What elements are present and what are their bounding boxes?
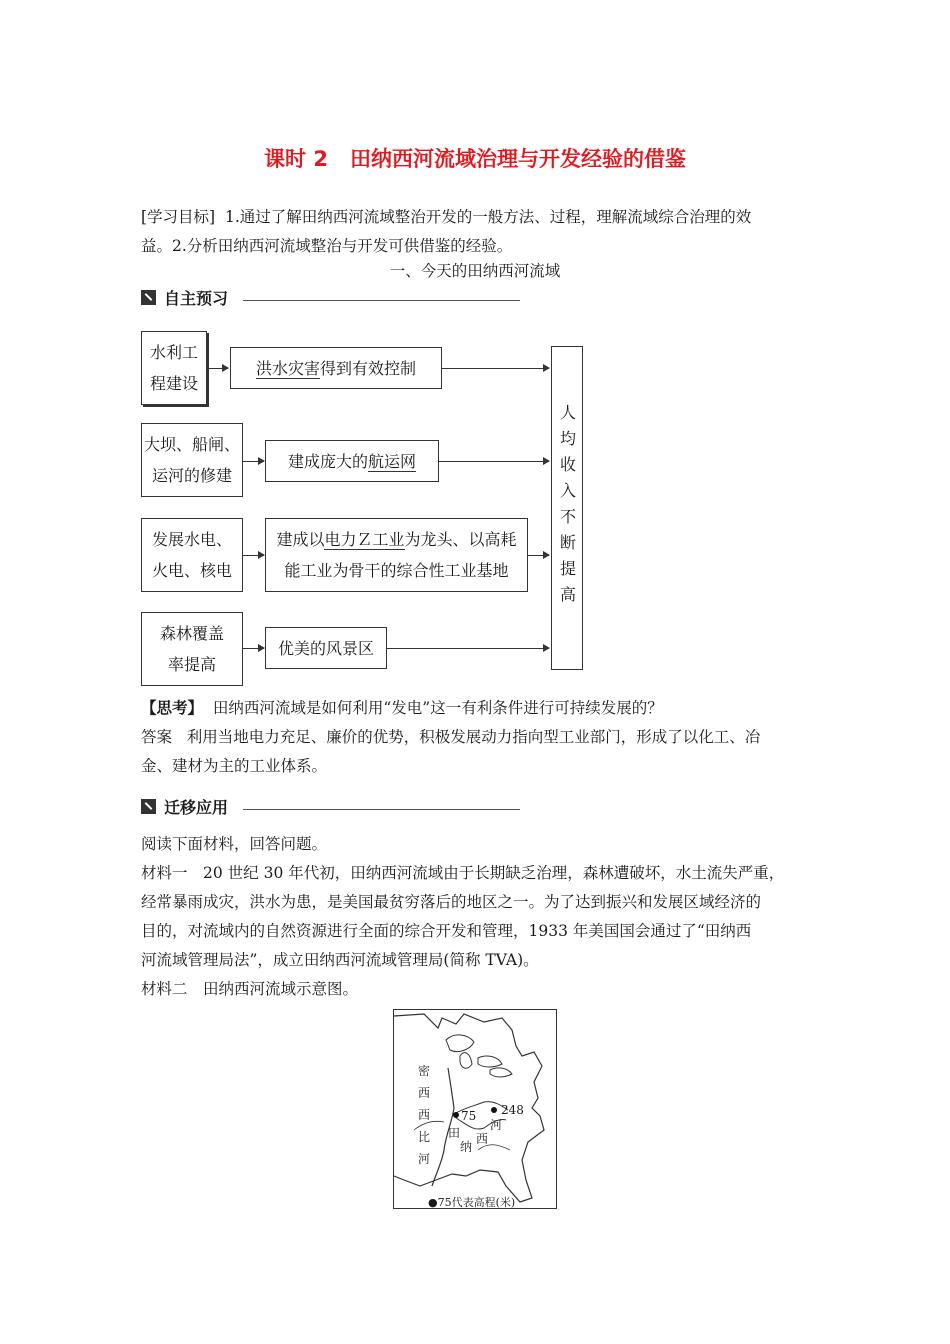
material-two: 材料二 田纳西河流域示意图。 [141, 980, 359, 998]
preview-header [141, 285, 541, 309]
arrow-4a [243, 648, 264, 649]
preview-header-label: 自主预习 [164, 288, 229, 308]
flow-left-4 [141, 612, 243, 686]
header-rule [243, 809, 520, 810]
flow-mid-3-rest: 为龙头、以高耗 [404, 530, 517, 549]
flow-mid-3 [265, 518, 528, 592]
elevation-248: 248 [501, 1103, 524, 1117]
flow-left-2-line2: 运河的修建 [151, 466, 232, 485]
tennessee-map [393, 1009, 557, 1209]
answer-line1: 利用当地电力充足、廉价的优势，积极发展动力指向型工业部门，形成了以化工、冶 [186, 728, 761, 746]
flow-left-2-line1: 大坝、船闸、 [143, 435, 240, 454]
apply-header [141, 794, 541, 818]
lesson-number: 课时 2 [264, 147, 328, 171]
map-legend: ●75代表高程(米) [428, 1196, 516, 1209]
flow-left-3 [141, 518, 243, 592]
flow-mid-1-key: 洪水灾害 [255, 358, 320, 378]
arrow-1b [442, 368, 549, 369]
flow-mid-3-key: 电力Ｚ工业 [324, 530, 405, 549]
arrow-2b [439, 461, 549, 462]
point-248 [491, 1107, 497, 1113]
reading-intro: 阅读下面材料，回答问题。 [141, 835, 328, 853]
arrow-4b [387, 648, 549, 649]
flow-mid-2-pre: 建成庞大的 [287, 451, 368, 471]
flow-mid-3-pre: 建成以 [276, 530, 325, 549]
section-one-title: 一、今天的田纳西河流域 [389, 262, 561, 280]
tennessee-char-1: 田 [448, 1126, 461, 1140]
section-icon [141, 290, 156, 305]
arrow-2a [243, 461, 264, 462]
reading-material [141, 830, 831, 1004]
flow-left-4-line2: 率提高 [167, 655, 216, 674]
objectives-label: [学习目标] [141, 208, 216, 226]
objectives-line1: 1.通过了解田纳西河流域整治开发的一般方法、过程，理解流域综合治理的效 [224, 208, 752, 226]
flow-result-text: 人均收入不断提高 [557, 404, 577, 612]
arrow-3a [243, 555, 264, 556]
flow-result [551, 346, 583, 670]
material-one-line3: 目的，对流域内的自然资源进行全面的综合开发和管理，1933 年美国国会通过了“田纳西 [141, 922, 752, 940]
flow-mid-4-text: 优美的风景区 [277, 638, 374, 658]
arrow-3b [528, 555, 549, 556]
page-title [0, 143, 950, 173]
header-rule [243, 300, 520, 301]
flow-left-4-line1: 森林覆盖 [159, 624, 224, 643]
flow-mid-2 [265, 440, 439, 482]
flow-left-3-line1: 发展水电、 [151, 530, 232, 549]
lesson-title: 田纳西河流域治理与开发经验的借鉴 [349, 147, 686, 171]
tennessee-char-3: 西 [476, 1132, 489, 1146]
material-one-line1: 材料一 20 世纪 30 年代初，田纳西河流域由于长期缺乏治理，森林遭破坏，水土流失严重， [141, 864, 785, 882]
apply-header-label: 迁移应用 [164, 797, 229, 817]
section-icon [141, 799, 156, 814]
answer-line2: 金、建材为主的工业体系。 [141, 757, 328, 775]
think-question: 田纳西河流域是如何利用“发电”这一有利条件进行可持续发展的？ [212, 699, 663, 717]
think-block [141, 693, 831, 781]
answer-label: 答案 [141, 728, 173, 746]
flow-left-1-line1: 水利工 [149, 343, 198, 362]
flow-left-3-line2: 火电、核电 [151, 561, 232, 580]
objectives [141, 203, 821, 261]
flow-left-2 [141, 423, 243, 497]
flow-mid-1 [230, 347, 442, 389]
mississippi-label: 密 西 西 比 河 [418, 1064, 431, 1166]
flow-left-1-line2: 程建设 [149, 374, 198, 393]
material-one-line4: 河流域管理局法”，成立田纳西河流域管理局(简称 TVA)。 [141, 951, 539, 969]
arrow-1a [207, 368, 228, 369]
tennessee-char-2: 纳 [460, 1140, 473, 1154]
material-one-line2: 经常暴雨成灾，洪水为患，是美国最贫穷落后的地区之一。为了达到振兴和发展区域经济的 [141, 893, 762, 911]
point-75 [453, 1112, 459, 1118]
elevation-75: 75 [461, 1109, 477, 1123]
flow-mid-4 [265, 627, 387, 669]
flow-left-1 [141, 331, 207, 405]
think-label: 【思考】 [141, 698, 204, 717]
flow-mid-1-rest: 得到有效控制 [320, 358, 417, 378]
objectives-line2: 益。2.分析田纳西河流域整治与开发可供借鉴的经验。 [141, 237, 513, 255]
flow-mid-2-key: 航运网 [368, 451, 417, 471]
flow-mid-3-line2: 能工业为骨干的综合性工业基地 [284, 561, 509, 580]
tennessee-char-4: 河 [490, 1118, 503, 1132]
